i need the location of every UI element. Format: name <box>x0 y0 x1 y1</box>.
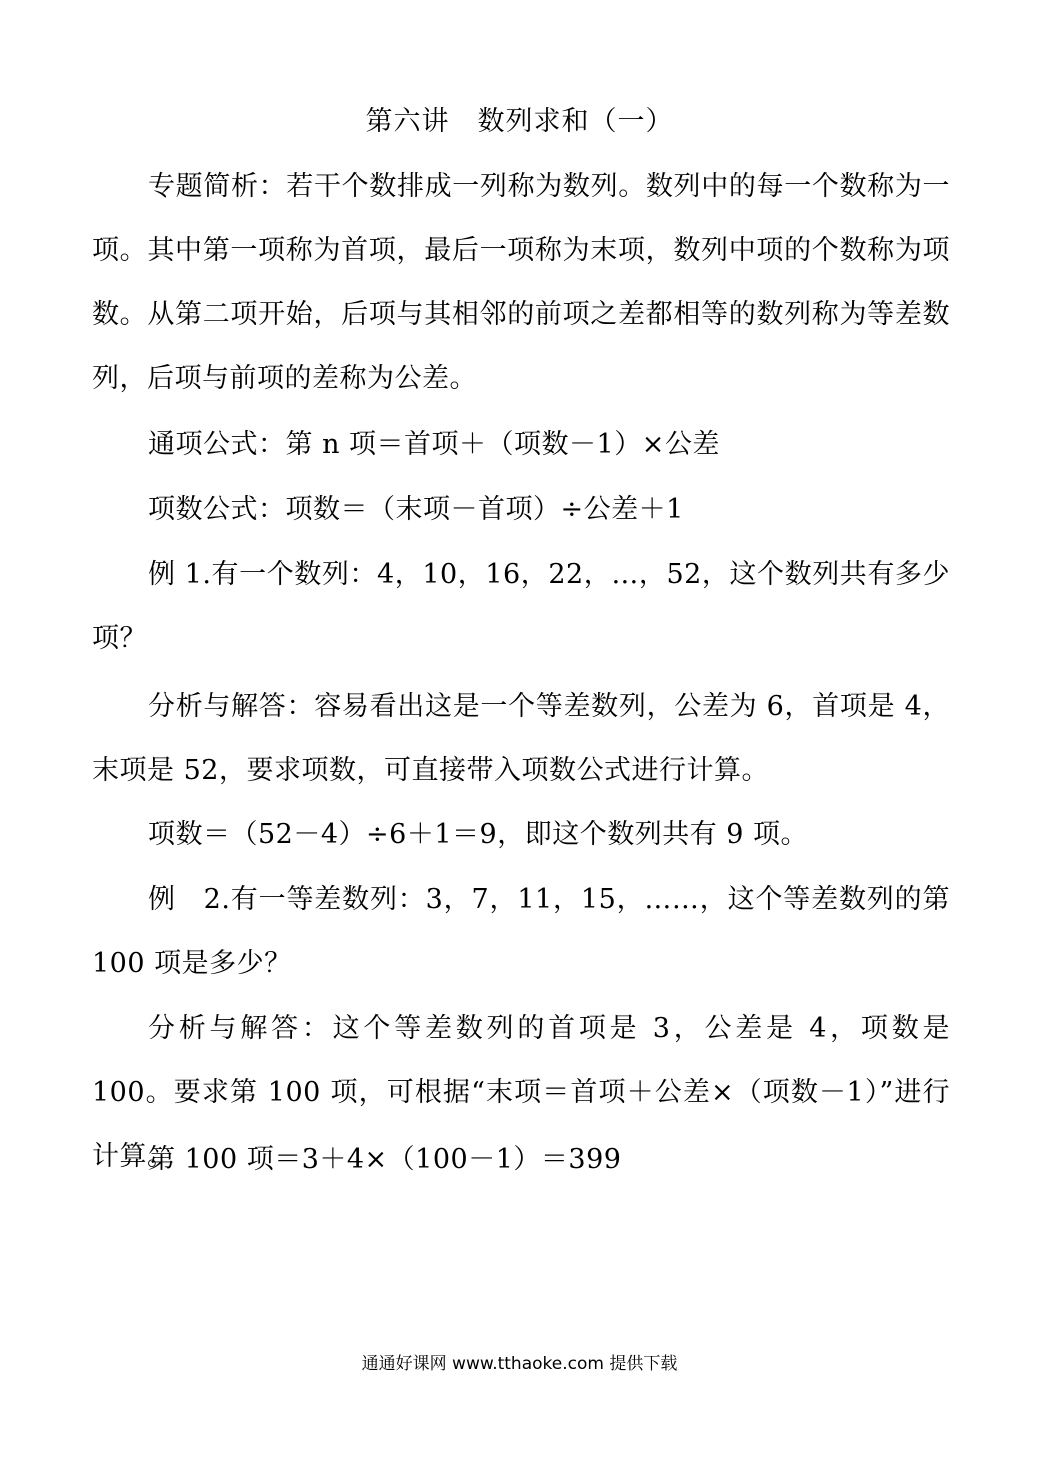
paragraph-general-term-formula: 通项公式：第 n 项＝首项＋（项数－1）×公差 <box>148 429 720 460</box>
paragraph-example-2-answer: 第 100 项＝3＋4×（100－1）＝399 <box>148 1144 622 1175</box>
paragraph-example-2: 例 2.有一等差数列：3，7，11，15，……，这个等差数列的第 100 项是多少？ <box>92 884 950 979</box>
page-footer: 通通好课网 www.tthaoke.com 提供下载 <box>361 1354 678 1374</box>
paragraph-example-1-answer: 项数＝（52－4）÷6＋1＝9，即这个数列共有 9 项。 <box>148 819 809 850</box>
paragraph-term-count-formula: 项数公式：项数＝（末项－首项）÷公差＋1 <box>148 494 684 525</box>
page-title: 第六讲 数列求和（一） <box>365 106 674 137</box>
paragraph-intro: 专题简析：若干个数排成一列称为数列。数列中的每一个数称为一项。其中第一项称为首项，最后一项称为末项，数列中项的个数称为项数。从第二项开始，后项与其相邻的前项之差都相等的数列称为等差数列，后项与前项的差称为公差。 <box>92 171 950 394</box>
paragraph-example-2-analysis: 分析与解答：这个等差数列的首项是 3，公差是 4，项数是 100。要求第 100 项，可根据“末项＝首项＋公差×（项数－1）”进行计算。 <box>92 1013 950 1172</box>
paragraph-example-1: 例 1.有一个数列：4，10，16，22，…，52，这个数列共有多少项？ <box>92 559 950 654</box>
paragraph-example-1-analysis: 分析与解答：容易看出这是一个等差数列，公差为 6，首项是 4，末项是 52，要求项数，可直接带入项数公式进行计算。 <box>92 691 950 786</box>
